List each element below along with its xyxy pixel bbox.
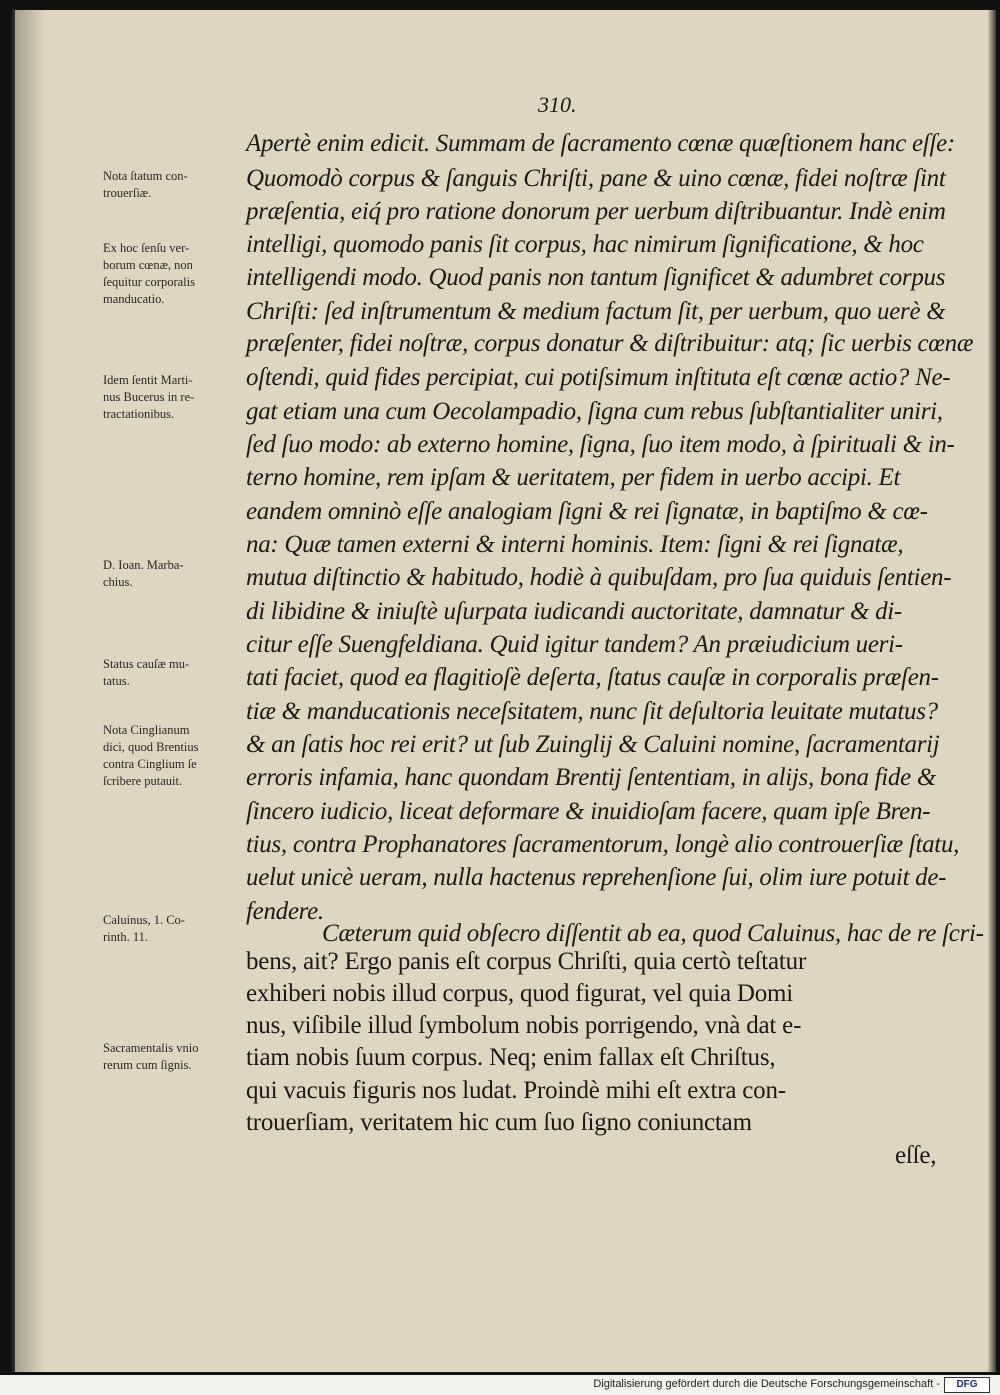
text-line: erroris infamia, hanc quondam Brentij ſententiam, in alijs, bona fide & bbox=[246, 764, 937, 791]
text-line: gat etiam una cum Oecolampadio, ſigna cum rebus ſubſtantialiter uniri, bbox=[246, 398, 943, 425]
text-line: eſſe, bbox=[895, 1142, 937, 1169]
text-line: ſincero iudicio, liceat deformare & inuidioſam facere, quam ipſe Bren- bbox=[246, 798, 931, 825]
margin-note-line: Ex hoc ſenſu ver- bbox=[103, 241, 190, 255]
margin-note bbox=[103, 557, 253, 591]
margin-note-line: borum cœnæ, non bbox=[103, 258, 193, 272]
margin-note-line: manducatio. bbox=[103, 292, 165, 306]
margin-note bbox=[103, 722, 253, 790]
text-line: eandem omninò eſſe analogiam ſigni & rei ſignatæ, in baptiſmo & cœ- bbox=[246, 498, 928, 525]
text-line: intelligi, quomodo panis ſit corpus, hac nimirum ſignificatione, & hoc bbox=[246, 231, 924, 258]
text-line: tati faciet, quod ea flagitioſè deſerta, ſtatus cauſæ in corporalis præſen- bbox=[246, 664, 939, 691]
margin-note bbox=[103, 912, 253, 946]
text-line: Quomodò corpus & ſanguis Chriſti, pane & uino cœnæ, fidei noſtræ ſint bbox=[246, 165, 946, 192]
gutter-shadow bbox=[15, 10, 45, 1372]
text-line: di libidine & iniuſtè uſurpata iudicandi auctoritate, damnatur & di- bbox=[246, 598, 902, 625]
margin-note bbox=[103, 1040, 253, 1074]
margin-note-line: tractationibus. bbox=[103, 407, 175, 421]
margin-note-line: D. Ioan. Marba- bbox=[103, 558, 184, 572]
text-line: uelut unicè ueram, nulla hactenus reprehenſione ſui, olim iure potuit de- bbox=[246, 864, 947, 891]
margin-note-line: Nota ſtatum con- bbox=[103, 169, 188, 183]
margin-note-line: Caluinus, 1. Co- bbox=[103, 913, 185, 927]
text-line: fendere. bbox=[246, 898, 324, 925]
text-line: trouerſiam, veritatem hic cum ſuo ſigno coniunctam bbox=[246, 1109, 752, 1136]
margin-note-line: ſequitur corporalis bbox=[103, 275, 195, 289]
margin-note bbox=[103, 168, 253, 202]
margin-note-line: tatus. bbox=[103, 674, 130, 688]
text-line: Cæterum quid obſecro diſſentit ab ea, quod Caluinus, hac de re ſcri- bbox=[322, 920, 984, 947]
margin-note-line: nus Bucerus in re- bbox=[103, 390, 195, 404]
text-line: & an ſatis hoc rei erit? ut ſub Zuinglij & Caluini nomine, ſacramentarij bbox=[246, 731, 940, 758]
margin-note-line: Nota Cinglianum bbox=[103, 723, 190, 737]
margin-note-line: rinth. 11. bbox=[103, 930, 149, 944]
margin-note-line: chius. bbox=[103, 575, 133, 589]
margin-note bbox=[103, 240, 253, 308]
text-line: præſenter, fidei noſtræ, corpus donatur & diſtribuitur: atq; ſic uerbis cœnæ bbox=[246, 330, 974, 357]
footer-bar bbox=[0, 1375, 1000, 1395]
margin-note-line: Idem ſentit Marti- bbox=[103, 373, 193, 387]
margin-note-line: contra Cinglium ſe bbox=[103, 757, 197, 771]
margin-note-line: dici, quod Brentius bbox=[103, 740, 199, 754]
dfg-logo: DFG bbox=[944, 1377, 990, 1393]
text-line: oſtendi, quid fides percipiat, cui potiſsimum inſtituta eſt cœnæ actio? Ne- bbox=[246, 364, 951, 391]
text-line: citur eſſe Suengfeldiana. Quid igitur tandem? An præiudicium ueri- bbox=[246, 631, 903, 658]
text-line: bens, ait? Ergo panis eſt corpus Chriſti, quia certò teſtatur bbox=[246, 948, 807, 975]
text-line: qui vacuis figuris nos ludat. Proindè mihi eſt extra con- bbox=[246, 1077, 786, 1104]
text-line: Chriſti: ſed inſtrumentum & medium factum ſit, per uerbum, quo uerè & bbox=[246, 298, 946, 325]
margin-note bbox=[103, 656, 253, 690]
text-line: exhiberi nobis illud corpus, quod figurat, vel quia Domi bbox=[246, 980, 794, 1007]
text-line: tius, contra Prophanatores ſacramentorum, longè alio controuerſiæ ſtatu, bbox=[246, 831, 960, 858]
text-line: tiam nobis ſuum corpus. Neq; enim fallax eſt Chriſtus, bbox=[246, 1044, 776, 1071]
text-line: terno homine, rem ipſam & ueritatem, per fidem in uerbo accipi. Et bbox=[246, 464, 901, 491]
margin-note-line: rerum cum ſignis. bbox=[103, 1058, 192, 1072]
text-line: nus, viſibile illud ſymbolum nobis porrigendo, vnà dat e- bbox=[246, 1012, 802, 1039]
text-line: intelligendi modo. Quod panis non tantum ſignificet & adumbret corpus bbox=[246, 264, 946, 291]
margin-note bbox=[103, 372, 253, 423]
margin-note-line: trouerſiæ. bbox=[103, 186, 152, 200]
footer-credit: Digitalisierung gefördert durch die Deutsche Forschungsgemeinschaft - bbox=[593, 1378, 940, 1390]
text-line: Apertè enim edicit. Summam de ſacramento cœnæ quæſtionem hanc eſſe: bbox=[246, 130, 955, 157]
page-number: 310. bbox=[538, 92, 577, 117]
text-line: præſentia, eiq́ pro ratione donorum per uerbum diſtribuantur. Indè enim bbox=[246, 198, 946, 225]
margin-note-line: Status cauſæ mu- bbox=[103, 657, 190, 671]
text-line: ſed ſuo modo: ab externo homine, ſigna, ſuo item modo, à ſpirituali & in- bbox=[246, 431, 955, 458]
margin-note-line: ſcribere putauit. bbox=[103, 774, 183, 788]
margin-note-line: Sacramentalis vnio bbox=[103, 1041, 199, 1055]
text-line: na: Quæ tamen externi & interni hominis. Item: ſigni & rei ſignatæ, bbox=[246, 531, 904, 558]
text-line: tiæ & manducationis neceſsitatem, nunc ſit deſultoria leuitate mutatus? bbox=[246, 698, 938, 725]
text-line: mutua diſtinctio & habitudo, hodiè à quibuſdam, pro ſua quiduis ſentien- bbox=[246, 564, 952, 591]
